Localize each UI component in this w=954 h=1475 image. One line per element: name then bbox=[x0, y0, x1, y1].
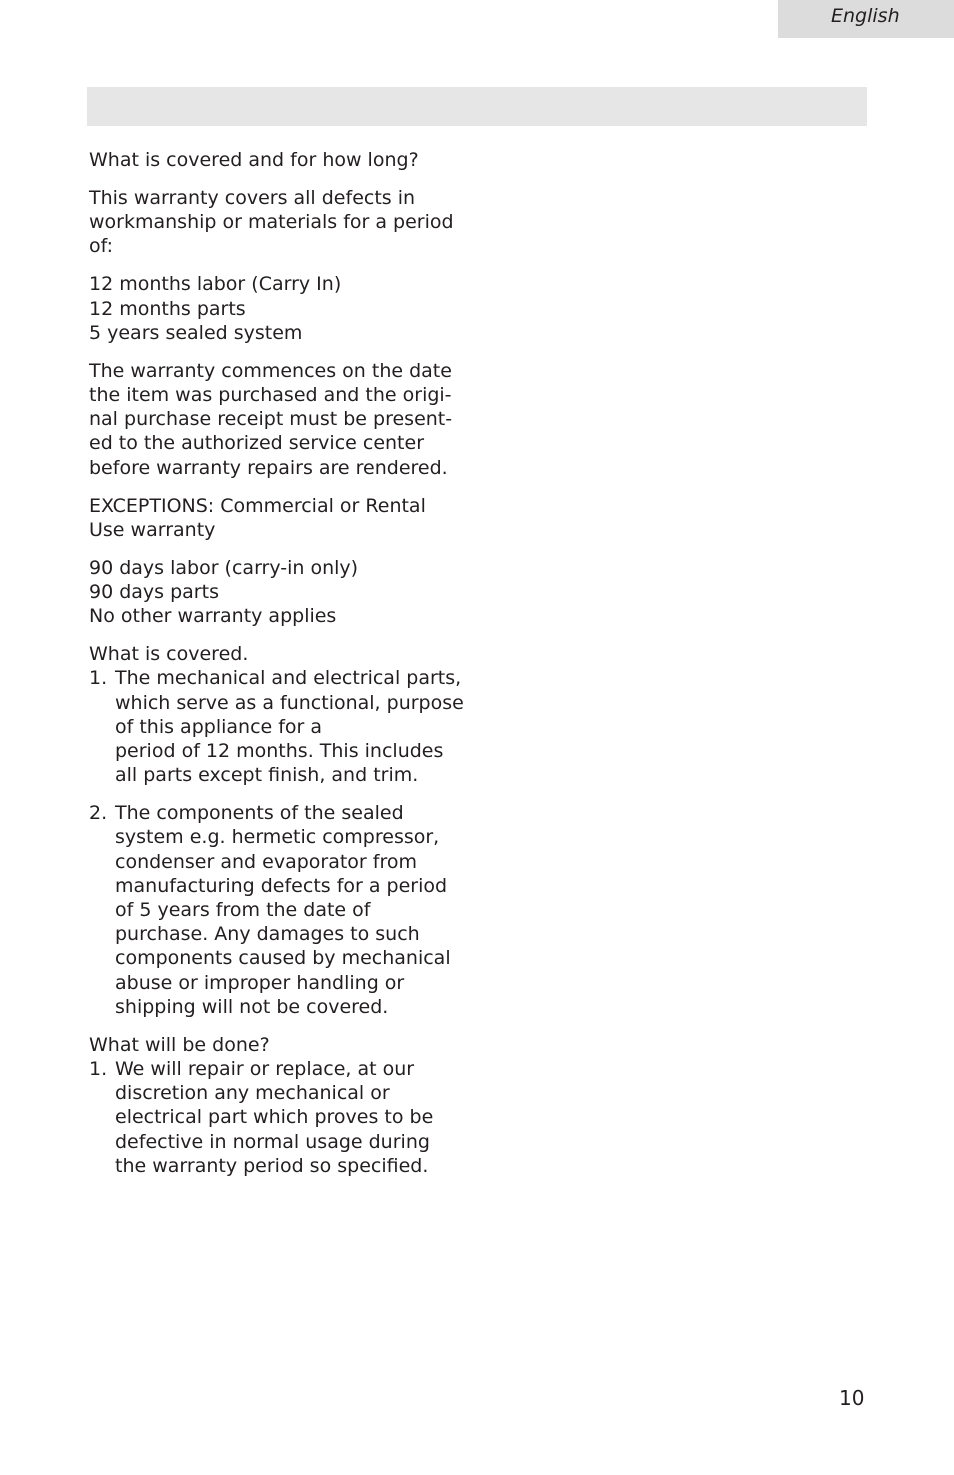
text-line: 90 days labor (carry-in only) bbox=[89, 556, 359, 579]
text-line: period of 12 months. This includes bbox=[115, 740, 444, 763]
text-line: defective in normal usage during bbox=[115, 1130, 430, 1153]
language-tab: English bbox=[778, 0, 954, 38]
text-line: discretion any mechanical or bbox=[115, 1082, 390, 1105]
text-line: purchase. Any damages to such bbox=[115, 923, 420, 946]
what-done-heading: What will be done? bbox=[89, 1033, 270, 1056]
warranty-text-column bbox=[89, 148, 474, 1178]
text-line: No other warranty applies bbox=[89, 605, 337, 628]
section-header-bar bbox=[87, 87, 867, 126]
text-line: all parts except finish, and trim. bbox=[115, 764, 419, 787]
warranty-commencement bbox=[89, 359, 474, 480]
text-line: abuse or improper handling or bbox=[115, 971, 405, 994]
text-line: the item was purchased and the origi- bbox=[89, 384, 452, 407]
list-item-number: 1. bbox=[89, 667, 108, 690]
text-line: which serve as a functional, purpose bbox=[115, 691, 464, 714]
what-done-section bbox=[89, 1033, 474, 1178]
text-line: The warranty commences on the date bbox=[89, 359, 452, 382]
list-item bbox=[89, 801, 474, 1019]
text-line: system e.g. hermetic compressor, bbox=[115, 826, 440, 849]
exception-terms bbox=[89, 556, 474, 629]
text-line: workmanship or materials for a period bbox=[89, 211, 454, 234]
exceptions-heading bbox=[89, 494, 474, 542]
text-line: manufacturing defects for a period bbox=[115, 874, 448, 897]
text-line: nal purchase receipt must be present- bbox=[89, 408, 453, 431]
text-line: The components of the sealed bbox=[115, 802, 404, 825]
list-item-number: 1. bbox=[89, 1058, 108, 1081]
text-line: ed to the authorized service center bbox=[89, 432, 425, 455]
text-line: 5 years sealed system bbox=[89, 321, 303, 344]
text-line: 90 days parts bbox=[89, 581, 219, 604]
what-covered-section bbox=[89, 642, 474, 1019]
list-item-number: 2. bbox=[89, 802, 108, 825]
text-line: the warranty period so specified. bbox=[115, 1154, 429, 1177]
text-line: before warranty repairs are rendered. bbox=[89, 456, 448, 479]
text-line: shipping will not be covered. bbox=[115, 995, 389, 1018]
text-line: components caused by mechanical bbox=[115, 947, 451, 970]
what-covered-heading: What is covered. bbox=[89, 643, 249, 666]
text-line: 12 months labor (Carry In) bbox=[89, 273, 342, 296]
text-line: This warranty covers all defects in bbox=[89, 187, 416, 209]
text-line: The mechanical and electrical parts, bbox=[115, 667, 462, 690]
covered-question-text: What is covered and for how long? bbox=[89, 149, 419, 171]
covered-question bbox=[89, 148, 474, 172]
text-line: electrical part which proves to be bbox=[115, 1106, 434, 1129]
text-line: EXCEPTIONS: Commercial or Rental bbox=[89, 494, 426, 517]
text-line: Use warranty bbox=[89, 518, 216, 541]
text-line: condenser and evaporator from bbox=[115, 850, 417, 873]
page-number: 10 bbox=[839, 1386, 865, 1410]
coverage-intro bbox=[89, 186, 474, 259]
list-item bbox=[89, 666, 474, 787]
text-line: of 5 years from the date of bbox=[115, 899, 371, 922]
standard-warranty-terms bbox=[89, 272, 474, 345]
text-line: We will repair or replace, at our bbox=[115, 1058, 415, 1081]
text-line: of: bbox=[89, 235, 114, 258]
text-line: 12 months parts bbox=[89, 297, 246, 320]
text-line: of this appliance for a bbox=[115, 715, 323, 738]
list-item bbox=[89, 1057, 474, 1178]
